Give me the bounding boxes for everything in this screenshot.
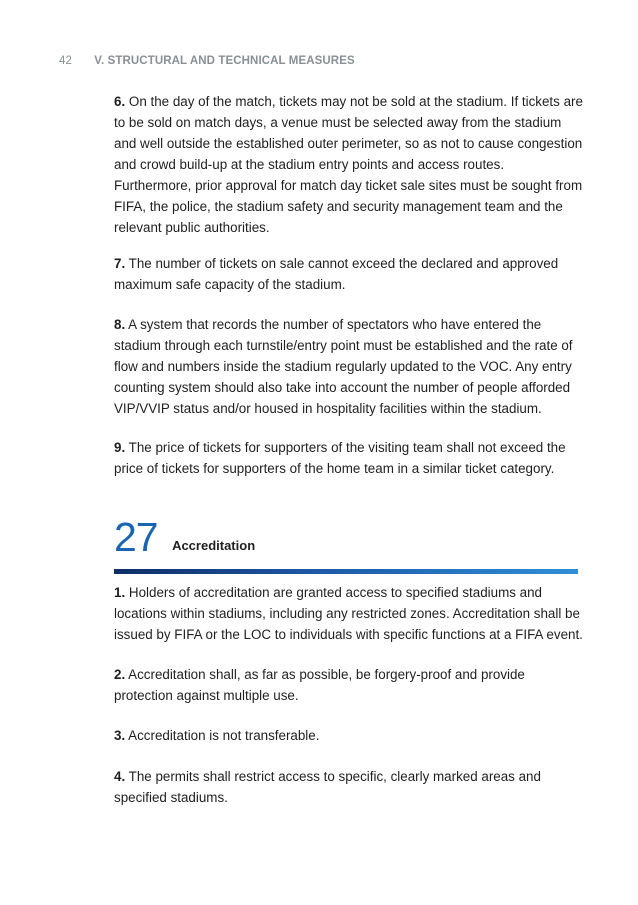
accreditation-paragraph-3 (114, 725, 584, 746)
paragraph-9 (114, 437, 584, 479)
paragraph-6 (114, 91, 584, 238)
paragraph-text: Accreditation is not transferable. (128, 728, 320, 743)
paragraph-text: The number of tickets on sale cannot exceed the declared and approved maximum safe capacity of the stadium. (114, 256, 559, 292)
paragraph-number: 4. (114, 769, 126, 784)
paragraph-text: A system that records the number of spectators who have entered the stadium through each turnstile/entry point must be established and the rate of flow and numbers inside the stadium regularly updated to the VOC. Any entry counting system should also take into account the number of people afforded VIP/VVIP status and/or housed in hospitality facilities within the stadium. (114, 317, 573, 416)
section-divider (114, 569, 578, 574)
section-number: 27 (114, 514, 158, 560)
paragraph-text: The permits shall restrict access to specific, clearly marked areas and specified stadiums. (114, 769, 541, 805)
paragraph-number: 1. (114, 585, 126, 600)
accreditation-paragraph-2 (114, 664, 584, 706)
paragraph-8 (114, 314, 584, 419)
running-header (59, 55, 355, 67)
paragraph-text: Holders of accreditation are granted access to specified stadiums and locations within stadiums, including any restricted zones. Accreditation shall be issued by FIFA or the LOC to individuals with specific functions at a FIFA event. (114, 585, 583, 642)
paragraph-text: Accreditation shall, as far as possible, be forgery-proof and provide protection against multiple use. (114, 667, 525, 703)
paragraph-text: The price of tickets for supporters of the visiting team shall not exceed the price of tickets for supporters of the home team in a similar ticket category. (114, 440, 566, 476)
paragraph-number: 7. (114, 256, 126, 271)
paragraph-number: 3. (114, 728, 126, 743)
section-title: Accreditation (172, 538, 256, 553)
accreditation-paragraph-1 (114, 582, 584, 645)
chapter-title: V. STRUCTURAL AND TECHNICAL MEASURES (94, 55, 355, 67)
accreditation-paragraph-4 (114, 766, 584, 808)
paragraph-number: 6. (114, 94, 126, 109)
page-number: 42 (59, 55, 72, 67)
paragraph-number: 2. (114, 667, 126, 682)
paragraph-number: 9. (114, 440, 126, 455)
paragraph-7 (114, 253, 584, 295)
section-heading (114, 514, 256, 560)
paragraph-text: On the day of the match, tickets may not be sold at the stadium. If tickets are to be sold on match days, a venue must be selected away from the stadium and well outside the established outer perimeter, so as not to cause congestion and crowd build-up at the stadium entry points and access routes. Furthermore, prior approval for match day ticket sale sites must be sought from FIFA, the police, the stadium safety and security management team and the relevant public authorities. (114, 94, 583, 235)
paragraph-number: 8. (114, 317, 126, 332)
